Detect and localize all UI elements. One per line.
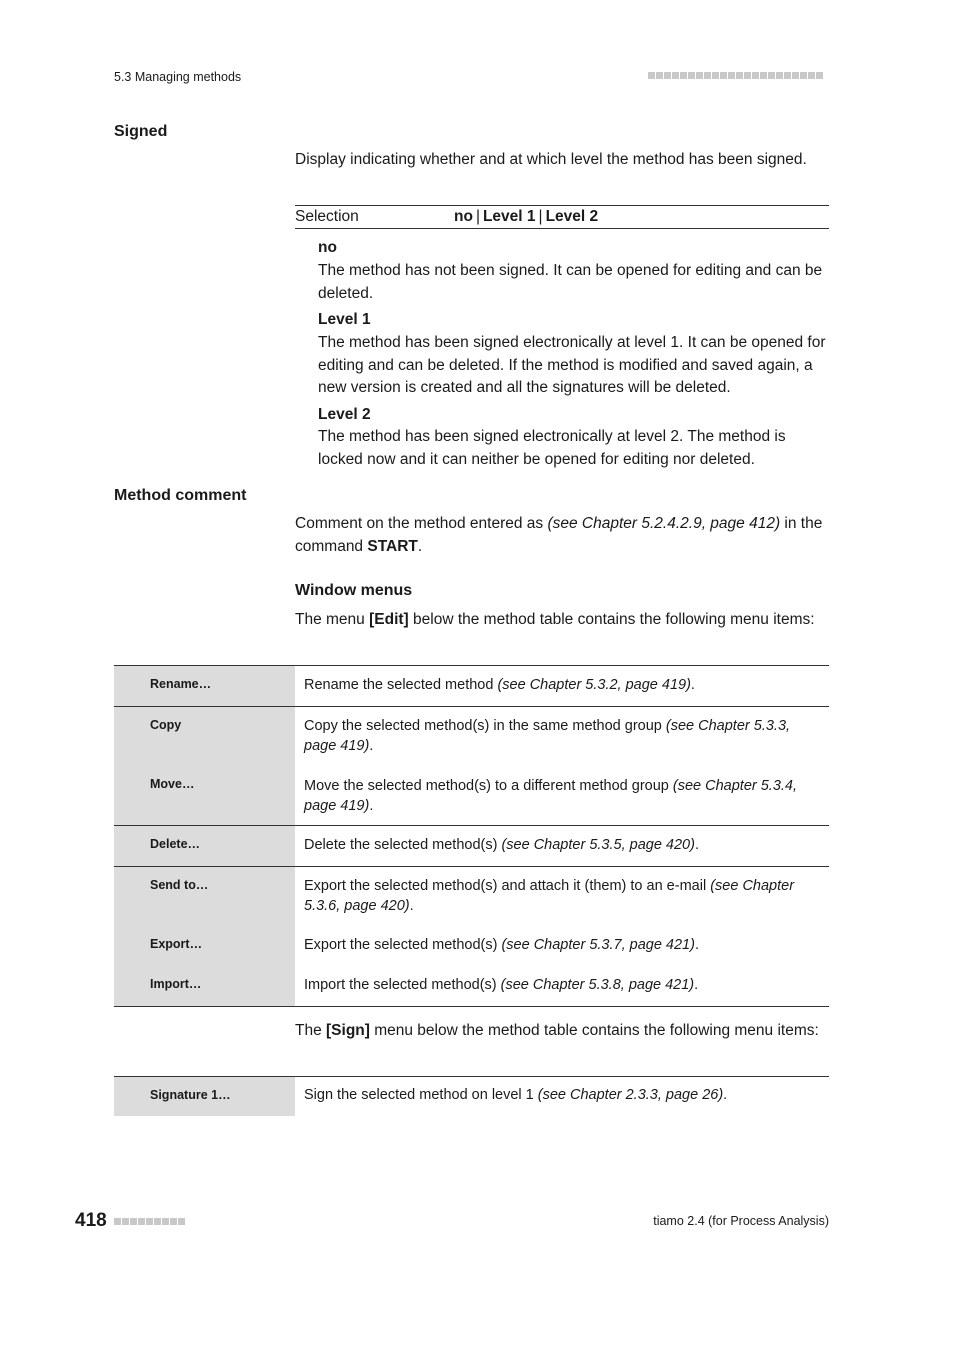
- product-name: tiamo 2.4 (for Process Analysis): [653, 1214, 829, 1228]
- method-comment-heading: Method comment: [114, 487, 247, 504]
- selection-label: Selection: [295, 208, 359, 225]
- signed-heading: Signed: [114, 123, 168, 140]
- menu-item-rename: Rename…: [150, 677, 212, 691]
- window-menus-heading: Window menus: [295, 582, 413, 599]
- footer-decoration: [114, 1218, 185, 1225]
- command-start: START: [367, 537, 418, 555]
- table-row: [114, 666, 829, 707]
- chapter-ref[interactable]: (see Chapter 5.2.4.2.9, page 412): [547, 515, 781, 532]
- item-level1-title: Level 1: [318, 311, 371, 328]
- edit-menu-table: [114, 665, 829, 1007]
- sign-menu-intro: The [Sign] menu below the method table contains the following menu items:: [295, 1022, 819, 1039]
- item-level1-text: The method has been signed electronically at level 1. It can be opened for editing and can be deleted. If the method is modified and saved again, a new version is created and all the signatures will be deleted.: [318, 334, 826, 396]
- selection-values: no | Level 1 | Level 2: [454, 208, 599, 225]
- menu-desc-signature-1: Sign the selected method on level 1 (see Chapter 2.3.3, page 26).: [304, 1087, 728, 1103]
- option-level-2: Level 2: [545, 208, 599, 225]
- menu-item-signature-1: Signature 1…: [150, 1088, 231, 1102]
- table-row: [114, 867, 829, 1007]
- menu-desc-send-to: Export the selected method(s) and attach it (them) to an e-mail (see Chapter 5.3.6, page 420).: [304, 878, 795, 914]
- item-level2-text: The method has been signed electronically at level 2. The method is locked now and it can neither be opened for editing nor deleted.: [318, 428, 786, 468]
- option-no: no: [454, 208, 473, 225]
- menu-desc-delete: Delete the selected method(s) (see Chapter 5.3.5, page 420).: [304, 837, 699, 853]
- menu-item-import: Import…: [150, 977, 202, 991]
- table-row: [114, 707, 829, 826]
- selection-table: [295, 205, 829, 229]
- menu-desc-import: Import the selected method(s) (see Chapter 5.3.8, page 421).: [304, 977, 699, 993]
- option-level-1: Level 1: [482, 208, 536, 225]
- menu-desc-rename: Rename the selected method (see Chapter 5.3.2, page 419).: [304, 677, 695, 693]
- table-row: [114, 826, 829, 867]
- menu-item-send-to: Send to…: [150, 878, 209, 892]
- sign-menu-label: [Sign]: [326, 1022, 370, 1039]
- edit-menu-label: [Edit]: [369, 611, 409, 628]
- item-no-text: The method has not been signed. It can be opened for editing and can be deleted.: [318, 262, 823, 302]
- table-row: [114, 1077, 829, 1116]
- page-number: 418: [75, 1210, 107, 1231]
- menu-item-move: Move…: [150, 777, 195, 791]
- running-header-section: 5.3 Managing methods: [114, 70, 242, 84]
- item-no-title: no: [318, 239, 337, 256]
- item-level2-title: Level 2: [318, 406, 371, 423]
- header-decoration: [648, 72, 829, 80]
- menu-desc-export: Export the selected method(s) (see Chapter 5.3.7, page 421).: [304, 937, 699, 953]
- signed-description: Display indicating whether and at which level the method has been signed.: [295, 151, 807, 168]
- menu-item-copy: Copy: [150, 718, 182, 732]
- menu-desc-copy: Copy the selected method(s) in the same method group (see Chapter 5.3.3, page 419).: [304, 718, 791, 754]
- method-comment-text: Comment on the method entered as (see Chapter 5.2.4.2.9, page 412) in the command START.: [295, 515, 823, 555]
- menu-desc-move: Move the selected method(s) to a different method group (see Chapter 5.3.4, page 419).: [304, 778, 798, 814]
- menu-item-delete: Delete…: [150, 837, 201, 851]
- sign-menu-table: [114, 1076, 829, 1116]
- edit-menu-intro: The menu [Edit] below the method table contains the following menu items:: [295, 611, 815, 628]
- menu-item-export: Export…: [150, 937, 203, 951]
